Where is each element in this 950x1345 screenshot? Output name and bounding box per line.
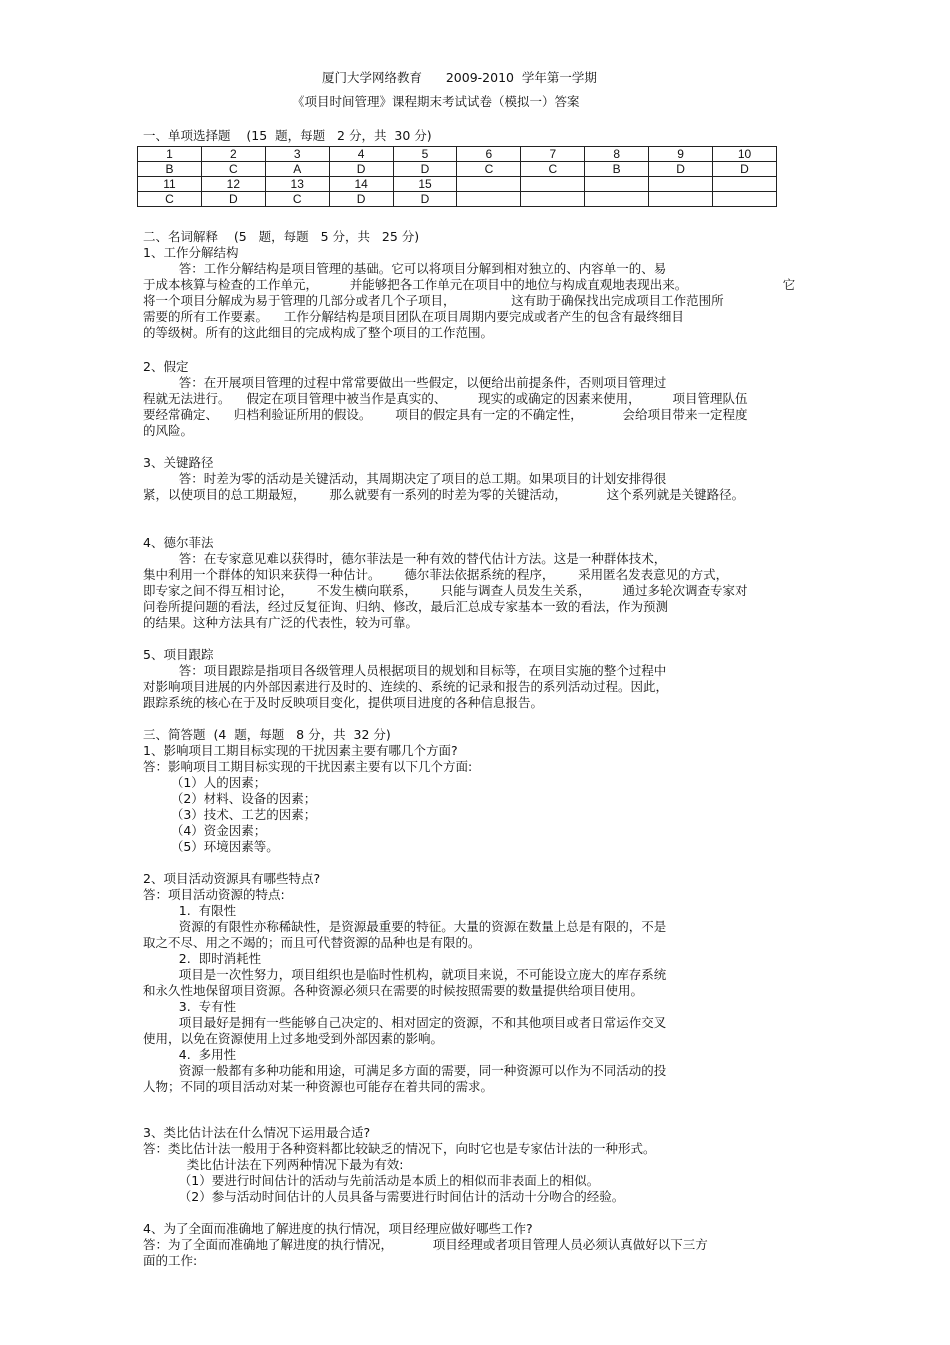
table-cell: 8 bbox=[585, 147, 649, 162]
table-cell: 2 bbox=[201, 147, 265, 162]
body-text-line: 问卷所提问题的看法，经过反复征询、归纳、修改，最后汇总成专家基本一致的看法，作为预测 bbox=[143, 599, 669, 614]
body-text-line: 使用，以免在资源使用上过多地受到外部因素的影响。 bbox=[143, 1031, 444, 1046]
doc-header-line1: 厦门大学网络教育 2009-2010 学年第一学期 bbox=[322, 70, 597, 85]
list-item: （1）人的因素； bbox=[143, 775, 267, 790]
answer-table bbox=[137, 146, 777, 207]
list-item: （2）材料、设备的因素； bbox=[143, 791, 317, 806]
list-item: （5）环境因素等。 bbox=[143, 839, 279, 854]
body-text-line: 紧，以使项目的总工期最短， 那么就要有一系列的时差为零的关键活动， 这个系列就是关键路径。 bbox=[143, 487, 745, 502]
table-cell: 5 bbox=[393, 147, 457, 162]
table-cell: D bbox=[393, 192, 457, 207]
body-text-line: 答：在专家意见难以获得时，德尔菲法是一种有效的替代估计方法。这是一种群体技术， bbox=[143, 551, 667, 566]
body-text-line: 于成本核算与检查的工作单元， 并能够把各工作单元在项目中的地位与构成直观地表现出来。 它 bbox=[143, 277, 796, 292]
table-row bbox=[138, 192, 777, 207]
table-cell bbox=[649, 177, 713, 192]
table-cell: C bbox=[521, 162, 585, 177]
answer-line: 答：项目活动资源的特点: bbox=[143, 887, 285, 902]
table-cell bbox=[457, 177, 521, 192]
table-cell bbox=[521, 192, 585, 207]
body-text-line: 程就无法进行。 假定在项目管理中被当作是真实的、 现实的或确定的因素来使用， 项目管理队伍 bbox=[143, 391, 748, 406]
body-text-line: 对影响项目进展的内外部因素进行及时的、连续的、系统的记录和报告的系列活动过程。因此， bbox=[143, 679, 669, 694]
body-text-line: 类比估计法在下列两种情况下最为有效: bbox=[143, 1157, 404, 1172]
table-row bbox=[138, 147, 777, 162]
list-item: （2）参与活动时间估计的人员具备与需要进行时间估计的活动十分吻合的经验。 bbox=[143, 1189, 625, 1204]
table-cell: 15 bbox=[393, 177, 457, 192]
table-cell bbox=[649, 192, 713, 207]
section1-title: 一、单项选择题 (15 题，每题 2 分，共 30 分) bbox=[143, 128, 432, 143]
body-text-line: 取之不尽、用之不竭的；而且可代替资源的品种也是有限的。 bbox=[143, 935, 481, 950]
body-text-line: 的结果。这种方法具有广泛的代表性，较为可靠。 bbox=[143, 615, 419, 630]
table-cell: D bbox=[201, 192, 265, 207]
table-cell: D bbox=[393, 162, 457, 177]
body-text-line: 资源一般都有多种功能和用途，可满足多方面的需要，同一种资源可以作为不同活动的投 bbox=[143, 1063, 667, 1078]
body-text-line: 答：在开展项目管理的过程中常常要做出一些假定，以便给出前提条件，否则项目管理过 bbox=[143, 375, 667, 390]
subheading: 1. 有限性 bbox=[143, 903, 237, 918]
subheading: 2. 即时消耗性 bbox=[143, 951, 262, 966]
table-cell: 3 bbox=[265, 147, 329, 162]
question-line: 1、影响项目工期目标实现的干扰因素主要有哪几个方面? bbox=[143, 743, 458, 758]
body-text-line: 答：项目跟踪是指项目各级管理人员根据项目的规划和目标等，在项目实施的整个过程中 bbox=[143, 663, 667, 678]
body-text-line: 即专家之间不得互相讨论， 不发生横向联系， 只能与调查人员发生关系， 通过多轮次调查专家对 bbox=[143, 583, 748, 598]
table-cell: C bbox=[138, 192, 202, 207]
table-cell: 14 bbox=[329, 177, 393, 192]
question-line: 2、项目活动资源具有哪些特点? bbox=[143, 871, 321, 886]
body-text-line: 答：工作分解结构是项目管理的基础。它可以将项目分解到相对独立的、内容单一的、易 bbox=[143, 261, 667, 276]
table-row bbox=[138, 177, 777, 192]
body-text-line: 人物；不同的项目活动对某一种资源也可能存在着共同的需求。 bbox=[143, 1079, 494, 1094]
table-cell bbox=[521, 177, 585, 192]
section2-title: 二、名词解释 (5 题，每题 5 分，共 25 分) bbox=[143, 229, 420, 244]
table-cell: D bbox=[329, 192, 393, 207]
subheading: 3. 专有性 bbox=[143, 999, 237, 1014]
doc-header-line2: 《项目时间管理》课程期末考试试卷（模拟一）答案 bbox=[292, 94, 580, 109]
table-cell: 7 bbox=[521, 147, 585, 162]
list-item: （4）资金因素； bbox=[143, 823, 267, 838]
table-cell: C bbox=[265, 192, 329, 207]
term-heading: 4、德尔菲法 bbox=[143, 535, 214, 550]
body-text-line: 项目是一次性努力，项目组织也是临时性机构，就项目来说，不可能设立庞大的库存系统 bbox=[143, 967, 667, 982]
table-cell: 9 bbox=[649, 147, 713, 162]
body-text-line: 面的工作: bbox=[143, 1253, 198, 1268]
body-text-line: 将一个项目分解成为易于管理的几部分或者几个子项目， 这有助于确保找出完成项目工作范围所 bbox=[143, 293, 724, 308]
table-cell: C bbox=[201, 162, 265, 177]
table-cell: A bbox=[265, 162, 329, 177]
term-heading: 2、假定 bbox=[143, 359, 189, 374]
table-cell: 10 bbox=[713, 147, 777, 162]
table-cell: D bbox=[329, 162, 393, 177]
body-text-line: 的等级树。所有的这此细目的完成构成了整个项目的工作范围。 bbox=[143, 325, 494, 340]
body-text-line: 需要的所有工作要素。 工作分解结构是项目团队在项目周期内要完成或者产生的包含有最终细目 bbox=[143, 309, 684, 324]
table-cell: B bbox=[585, 162, 649, 177]
subheading: 4. 多用性 bbox=[143, 1047, 237, 1062]
table-cell: 1 bbox=[138, 147, 202, 162]
question-line: 3、类比估计法在什么情况下运用最合适? bbox=[143, 1125, 371, 1140]
table-cell bbox=[713, 192, 777, 207]
answer-line: 答：为了全面而准确地了解进度的执行情况， 项目经理或者项目管理人员必须认真做好以下三方 bbox=[143, 1237, 708, 1252]
answer-line: 答：影响项目工期目标实现的干扰因素主要有以下几个方面: bbox=[143, 759, 473, 774]
table-cell: 11 bbox=[138, 177, 202, 192]
body-text-line: 集中利用一个群体的知识来获得一种估计。 德尔菲法依据系统的程序， 采用匿名发表意见的方式， bbox=[143, 567, 729, 582]
table-cell: 13 bbox=[265, 177, 329, 192]
table-row bbox=[138, 162, 777, 177]
term-heading: 1、工作分解结构 bbox=[143, 245, 239, 260]
body-text-line: 项目最好是拥有一些能够自己决定的、相对固定的资源，不和其他项目或者日常运作交叉 bbox=[143, 1015, 667, 1030]
term-heading: 5、项目跟踪 bbox=[143, 647, 214, 662]
list-item: （3）技术、工艺的因素； bbox=[143, 807, 317, 822]
table-cell bbox=[585, 192, 649, 207]
term-heading: 3、关键路径 bbox=[143, 455, 214, 470]
body-text-line: 跟踪系统的核心在于及时反映项目变化，提供项目进度的各种信息报告。 bbox=[143, 695, 544, 710]
table-cell bbox=[457, 192, 521, 207]
table-cell: 12 bbox=[201, 177, 265, 192]
table-cell bbox=[585, 177, 649, 192]
table-cell: C bbox=[457, 162, 521, 177]
body-text-line: 资源的有限性亦称稀缺性，是资源最重要的特征。大量的资源在数量上总是有限的，不是 bbox=[143, 919, 667, 934]
table-cell: 4 bbox=[329, 147, 393, 162]
table-cell bbox=[713, 177, 777, 192]
list-item: （1）要进行时间估计的活动与先前活动是本质上的相似而非表面上的相似。 bbox=[143, 1173, 600, 1188]
body-text-line: 和永久性地保留项目资源。各种资源必须只在需要的时候按照需要的数量提供给项目使用。 bbox=[143, 983, 644, 998]
table-cell: B bbox=[138, 162, 202, 177]
question-line: 4、为了全面而准确地了解进度的执行情况，项目经理应做好哪些工作? bbox=[143, 1221, 533, 1236]
answer-line: 答：类比估计法一般用于各种资料都比较缺乏的情况下，向时它也是专家估计法的一种形式。 bbox=[143, 1141, 656, 1156]
body-text-line: 的风险。 bbox=[143, 423, 194, 438]
table-cell: 6 bbox=[457, 147, 521, 162]
section3-title: 三、简答题 (4 题，每题 8 分，共 32 分) bbox=[143, 727, 391, 742]
table-cell: D bbox=[649, 162, 713, 177]
table-cell: D bbox=[713, 162, 777, 177]
body-text-line: 答：时差为零的活动是关键活动，其周期决定了项目的总工期。如果项目的计划安排得很 bbox=[143, 471, 667, 486]
body-text-line: 要经常确定、 归档利验证所用的假设。 项目的假定具有一定的不确定性， 会给项目带来一定程度 bbox=[143, 407, 748, 422]
